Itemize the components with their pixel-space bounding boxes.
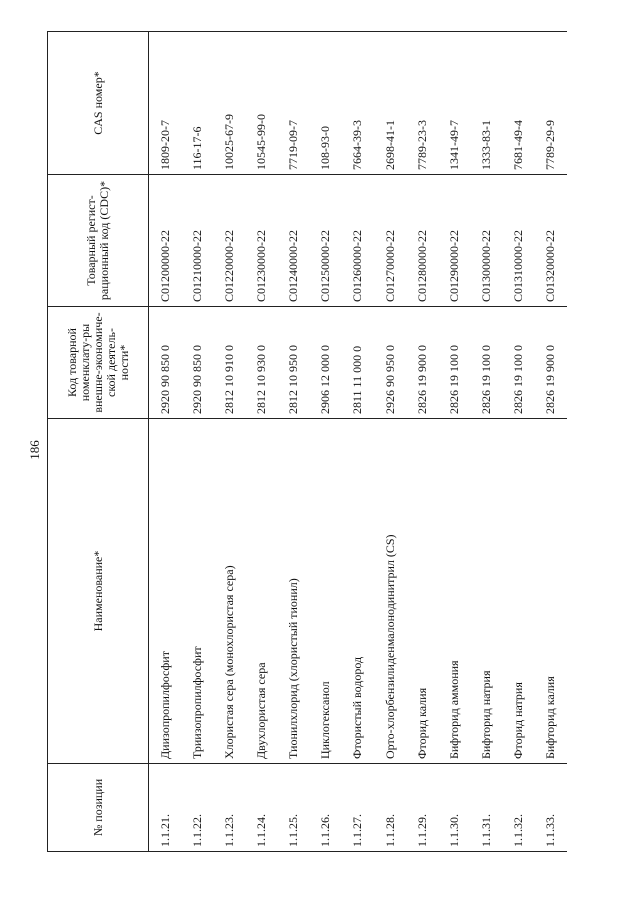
cell-cas-number: 1341-49-7 [438,32,470,175]
positions-table [47,31,567,852]
cell-position-number: 1.1.30. [438,764,470,852]
cell-cas-number: 7789-29-9 [535,32,567,175]
cell-position-number: 1.1.24. [245,764,277,852]
cell-cdc-code: C01290000-22 [438,175,470,307]
cell-customs-code: 2826 19 100 0 [503,307,535,419]
cell-position-number: 1.1.25. [278,764,310,852]
page-number-text: 186 [27,440,42,460]
cell-name: Циклогексанол [310,419,342,764]
cell-cdc-code: C01270000-22 [374,175,406,307]
cell-position-number: 1.1.21. [149,764,182,852]
cell-cas-number: 7664-39-3 [342,32,374,175]
table-row [438,32,470,852]
cell-customs-code: 2812 10 930 0 [245,307,277,419]
cell-cas-number: 1809-20-7 [149,32,182,175]
header-position-number: № позиции [48,764,149,852]
table-row [535,32,567,852]
cell-cdc-code: C01260000-22 [342,175,374,307]
cell-cdc-code: C01220000-22 [213,175,245,307]
cell-customs-code: 2826 19 900 0 [535,307,567,419]
cell-position-number: 1.1.27. [342,764,374,852]
cell-name: Диизопропилфосфит [149,419,182,764]
cell-cdc-code: C01210000-22 [181,175,213,307]
cell-position-number: 1.1.33. [535,764,567,852]
cell-cas-number: 2698-41-1 [374,32,406,175]
table-row [181,32,213,852]
table-row [406,32,438,852]
cell-cdc-code: C01280000-22 [406,175,438,307]
cell-name: Бифторид натрия [470,419,502,764]
cell-position-number: 1.1.23. [213,764,245,852]
table-row [374,32,406,852]
cell-customs-code: 2826 19 100 0 [470,307,502,419]
cell-position-number: 1.1.26. [310,764,342,852]
cell-customs-code: 2812 10 950 0 [278,307,310,419]
header-cdc-code: Товарный регист-рационный код (CDC)* [48,175,149,307]
cell-cdc-code: C01230000-22 [245,175,277,307]
cell-cas-number: 10545-99-0 [245,32,277,175]
cell-customs-code: 2920 90 850 0 [181,307,213,419]
cell-cas-number: 7789-23-3 [406,32,438,175]
table-row [310,32,342,852]
cell-name: Двухлористая сера [245,419,277,764]
cell-customs-code: 2926 90 950 0 [374,307,406,419]
table-row [503,32,535,852]
cell-name: Бифторид аммония [438,419,470,764]
cell-position-number: 1.1.29. [406,764,438,852]
table-row [245,32,277,852]
cell-cdc-code: C01200000-22 [149,175,182,307]
cell-position-number: 1.1.22. [181,764,213,852]
cell-cdc-code: C01320000-22 [535,175,567,307]
cell-cdc-code: C01240000-22 [278,175,310,307]
cell-customs-code: 2811 11 000 0 [342,307,374,419]
page-number [25,438,45,462]
cell-name: Хлористая сера (монохлористая сера) [213,419,245,764]
cell-position-number: 1.1.28. [374,764,406,852]
cell-cas-number: 116-17-6 [181,32,213,175]
cell-cdc-code: C01300000-22 [470,175,502,307]
cell-position-number: 1.1.31. [470,764,502,852]
cell-name: Орто-хлорбензилиденмалонодинитрил (CS) [374,419,406,764]
table-row [278,32,310,852]
cell-customs-code: 2812 10 910 0 [213,307,245,419]
cell-customs-code: 2826 19 100 0 [438,307,470,419]
table-row [213,32,245,852]
table-body [149,32,568,852]
cell-name: Бифторид калия [535,419,567,764]
header-cas-number: CAS номер* [48,32,149,175]
cell-name: Триизопропилфосфит [181,419,213,764]
cell-position-number: 1.1.32. [503,764,535,852]
header-name: Наименование* [48,419,149,764]
cell-customs-code: 2920 90 850 0 [149,307,182,419]
cell-customs-code: 2826 19 900 0 [406,307,438,419]
cell-cdc-code: C01310000-22 [503,175,535,307]
table-header-row [48,32,149,852]
cell-customs-code: 2906 12 000 0 [310,307,342,419]
header-customs-code: Код товарной номенклату-ры внешне-экономиче-ской деятель-ности* [48,307,149,419]
cell-cas-number: 108-93-0 [310,32,342,175]
cell-name: Фторид калия [406,419,438,764]
cell-name: Тионилхлорид (хлористый тионил) [278,419,310,764]
table-row [342,32,374,852]
cell-name: Фтористый водород [342,419,374,764]
cell-cdc-code: C01250000-22 [310,175,342,307]
rotated-table-frame [47,32,567,852]
cell-cas-number: 7719-09-7 [278,32,310,175]
cell-name: Фторид натрия [503,419,535,764]
cell-cas-number: 1333-83-1 [470,32,502,175]
cell-cas-number: 10025-67-9 [213,32,245,175]
table-row [470,32,502,852]
table-row [149,32,182,852]
cell-cas-number: 7681-49-4 [503,32,535,175]
